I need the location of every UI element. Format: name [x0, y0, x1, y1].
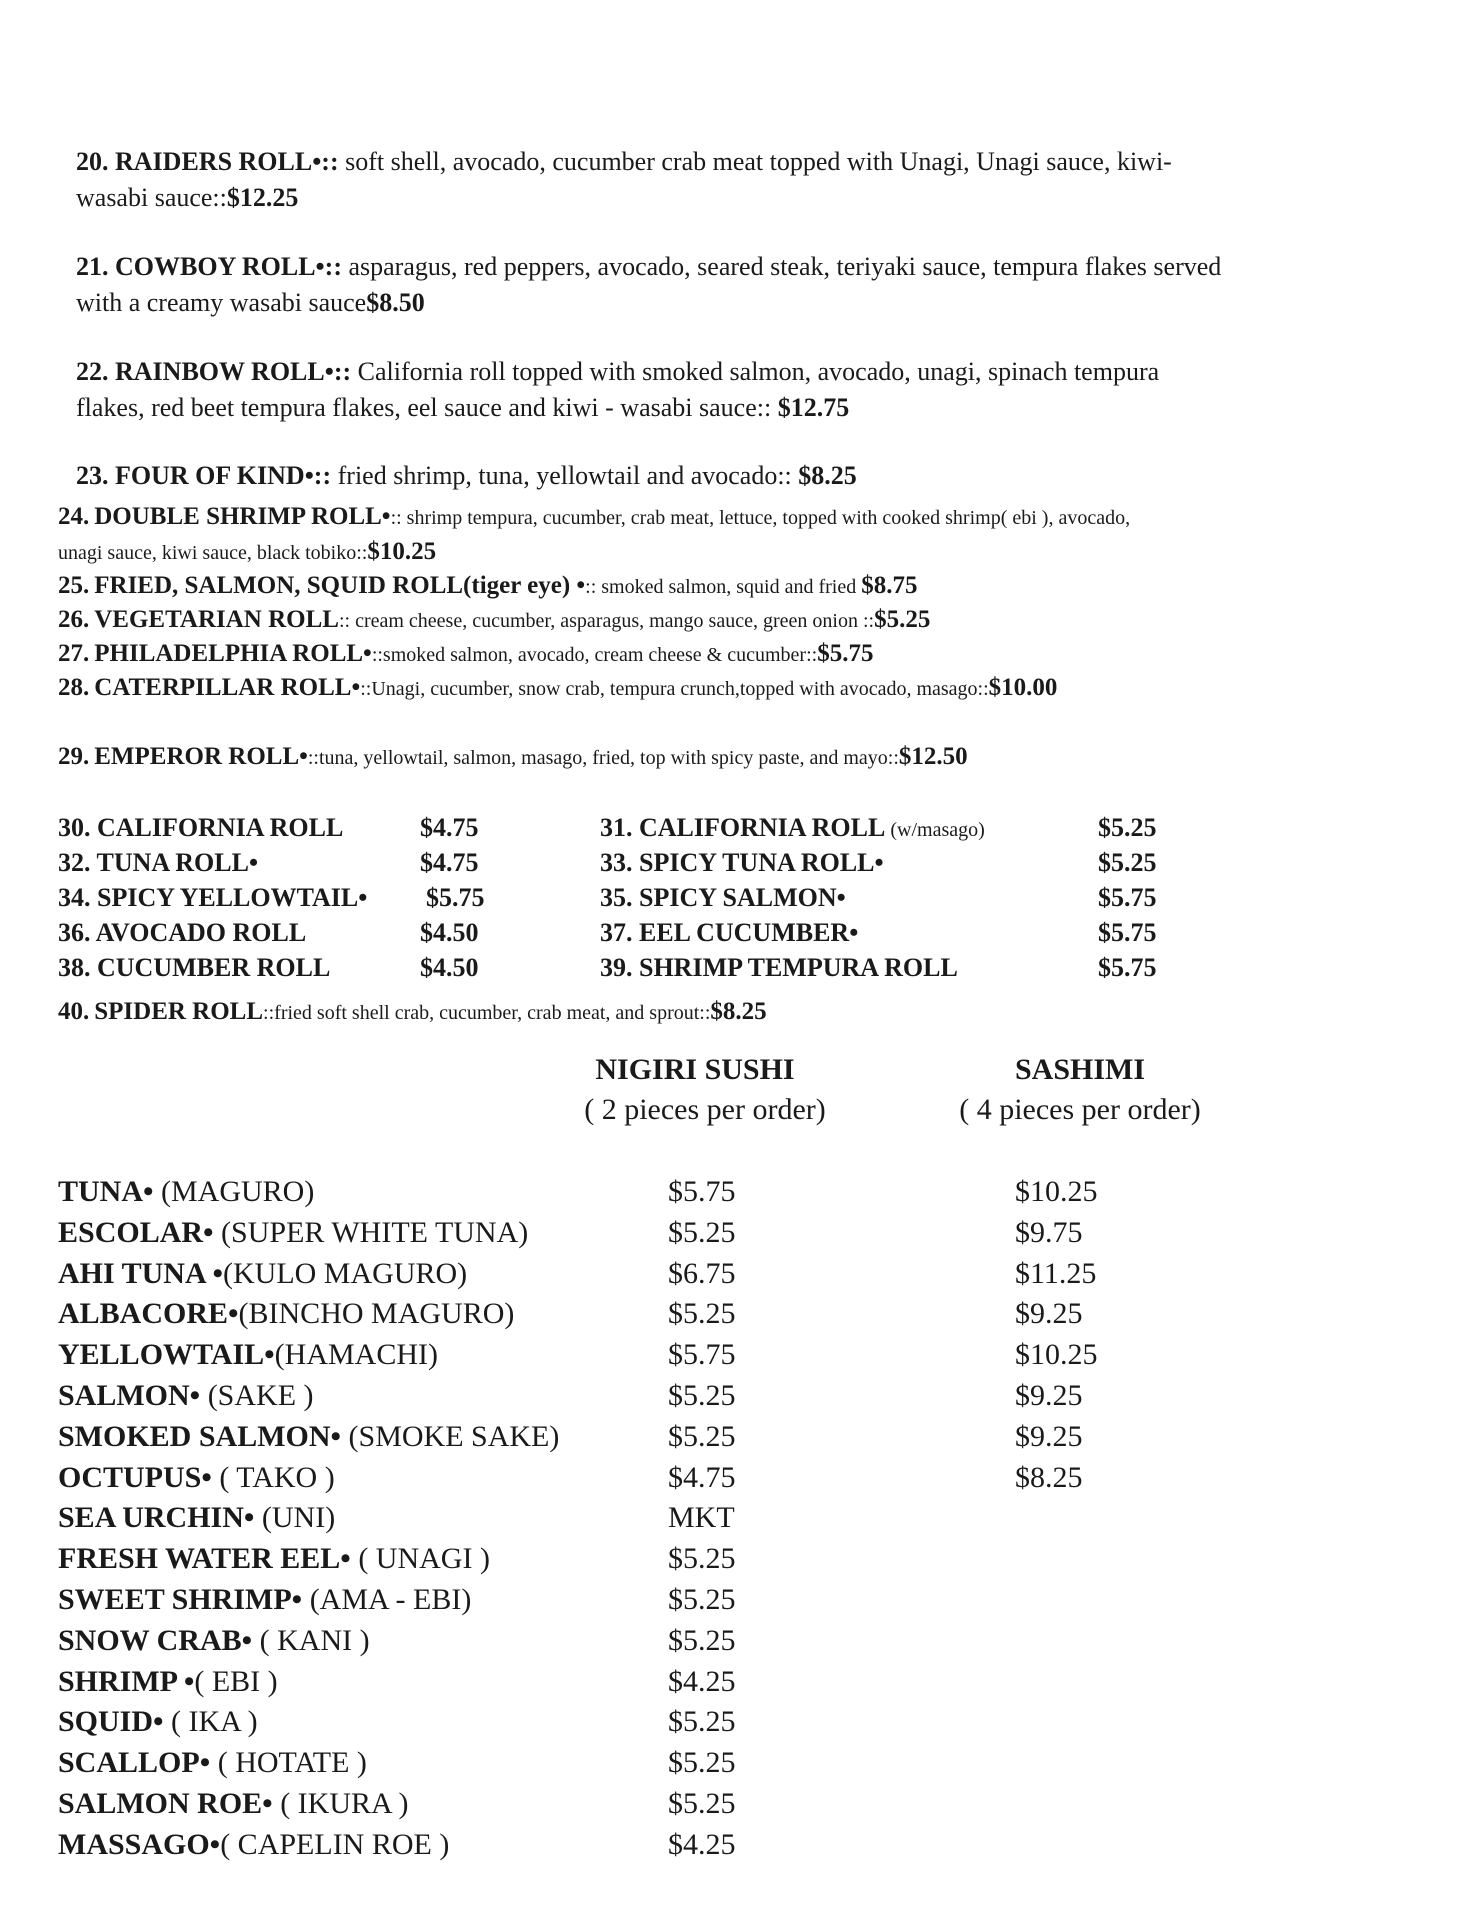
roll-price: $4.75: [420, 813, 479, 842]
nigiri-price: $4.25: [668, 1828, 736, 1861]
roll-price: $12.50: [898, 743, 968, 770]
roll-number: 31.: [600, 813, 633, 842]
fish-name: TUNA•: [58, 1175, 154, 1208]
fish-row: [58, 1335, 438, 1375]
roll-description: :: shrimp tempura, cucumber, crab meat, lettuce, topped with cooked shrimp( ebi ), avocado, unagi sauce, kiwi sauce, black tobiko::: [58, 507, 1131, 564]
fish-row: [58, 1417, 559, 1457]
fish-japanese-name: (HAMACHI): [274, 1338, 438, 1371]
roll-number: 40.: [58, 998, 90, 1025]
roll-name: CUCUMBER ROLL: [97, 953, 331, 982]
roll-number: 29.: [58, 743, 90, 770]
fish-japanese-name: ( IKA ): [163, 1705, 258, 1738]
roll-price: $5.75: [1098, 918, 1157, 947]
fish-name: SALMON•: [58, 1379, 201, 1412]
roll-price: $5.75: [817, 640, 874, 667]
roll-price: $5.25: [1098, 848, 1157, 877]
roll-price: $8.25: [798, 461, 857, 490]
roll-price: $5.75: [1098, 953, 1157, 982]
roll-price: $5.75: [1098, 883, 1157, 912]
fish-row: [58, 1539, 490, 1579]
roll-name: RAIDERS ROLL•::: [115, 147, 339, 176]
roll-item: [58, 671, 1168, 706]
fish-japanese-name: ( TAKO ): [211, 1461, 335, 1494]
roll-number: 20.: [76, 147, 109, 176]
sashimi-subheading: ( 4 pieces per order): [959, 1093, 1201, 1126]
fish-row: [58, 1294, 514, 1334]
sashimi-price: $9.25: [1015, 1297, 1083, 1330]
fish-row: [58, 1662, 278, 1702]
roll-name: VEGETARIAN ROLL: [94, 606, 339, 633]
nigiri-price: $5.25: [668, 1297, 736, 1330]
fish-row: [58, 1172, 314, 1212]
sashimi-price: $10.25: [1015, 1175, 1098, 1208]
roll-description: :: smoked salmon, squid and fried: [585, 576, 862, 598]
roll-name: EEL CUCUMBER•: [639, 918, 859, 947]
roll-number: 25.: [58, 572, 90, 599]
roll-number: 39.: [600, 953, 633, 982]
nigiri-price: $5.25: [668, 1542, 736, 1575]
roll-description: :: cream cheese, cucumber, asparagus, mango sauce, green onion ::: [338, 610, 875, 632]
fish-japanese-name: (AMA - EBI): [302, 1583, 472, 1616]
nigiri-subheading: ( 2 pieces per order): [584, 1093, 826, 1126]
roll-name: TUNA ROLL•: [96, 848, 259, 877]
roll-price: $8.25: [710, 998, 767, 1025]
roll-price: $10.00: [988, 674, 1058, 701]
roll-name: AVOCADO ROLL: [95, 918, 307, 947]
roll-name: EMPEROR ROLL•: [94, 743, 308, 770]
fish-name: SCALLOP•: [58, 1746, 211, 1779]
nigiri-price: $5.75: [668, 1338, 736, 1371]
roll-item: [58, 569, 1168, 604]
fish-row: [58, 1458, 335, 1498]
nigiri-price: $5.25: [668, 1583, 736, 1616]
sashimi-price: $10.25: [1015, 1338, 1098, 1371]
nigiri-heading: NIGIRI SUSHI: [595, 1053, 795, 1086]
roll-name: CATERPILLAR ROLL•: [94, 674, 361, 701]
roll-description: ::tuna, yellowtail, salmon, masago, fried, top with spicy paste, and mayo::: [307, 747, 899, 769]
roll-description: ::fried soft shell crab, cucumber, crab meat, and sprout::: [263, 1002, 711, 1024]
roll-number: 38.: [58, 953, 91, 982]
fish-row: [58, 1376, 314, 1416]
fish-row: [58, 1621, 370, 1661]
roll-price: $12.25: [226, 183, 299, 212]
roll-price: $5.25: [874, 606, 931, 633]
fish-japanese-name: ( HOTATE ): [210, 1746, 367, 1779]
roll-name: CALIFORNIA ROLL: [639, 813, 884, 842]
fish-row: [58, 1580, 471, 1620]
fish-name: ALBACORE•: [58, 1297, 239, 1330]
fish-japanese-name: ( EBI ): [194, 1665, 278, 1698]
roll-number: 36.: [58, 918, 91, 947]
roll-note: (w/masago): [890, 819, 985, 841]
roll-number: 34.: [58, 883, 91, 912]
roll-price: $4.75: [420, 848, 479, 877]
fish-japanese-name: ( IKURA ): [272, 1787, 409, 1820]
roll-price: $4.50: [420, 953, 479, 982]
fish-japanese-name: ( UNAGI ): [350, 1542, 490, 1575]
roll-name: FOUR OF KIND•::: [115, 461, 332, 490]
fish-japanese-name: (SMOKE SAKE): [341, 1420, 560, 1453]
roll-item: [76, 249, 1226, 321]
roll-price: $5.75: [426, 883, 485, 912]
roll-item: [58, 637, 1168, 672]
roll-item: [76, 458, 1226, 494]
nigiri-price: $5.75: [668, 1175, 736, 1208]
basic-roll-left: [58, 880, 367, 915]
roll-name: SPICY SALMON•: [639, 883, 846, 912]
fish-name: FRESH WATER EEL•: [58, 1542, 351, 1575]
nigiri-price: $4.25: [668, 1665, 736, 1698]
roll-number: 24.: [58, 503, 90, 530]
roll-item: [58, 995, 767, 1030]
roll-description: soft shell, avocado, cucumber crab meat topped with Unagi, Unagi sauce, kiwi-wasabi sauce::: [76, 147, 1172, 212]
sashimi-price: $9.25: [1015, 1420, 1083, 1453]
basic-roll-left: [58, 810, 343, 845]
roll-description: California roll topped with smoked salmon, avocado, unagi, spinach tempura flakes, red beet tempura flakes, eel sauce and kiwi - wasabi sauce::: [76, 357, 1160, 422]
roll-price: $10.25: [367, 538, 437, 565]
fish-row: [58, 1498, 335, 1538]
basic-roll-right: [600, 845, 884, 880]
sashimi-heading: SASHIMI: [1014, 1053, 1146, 1086]
roll-price: $8.75: [861, 572, 918, 599]
fish-name: AHI TUNA •: [58, 1257, 223, 1290]
basic-roll-right: [600, 950, 958, 985]
fish-row: [58, 1702, 258, 1742]
fish-name: SEA URCHIN•: [58, 1501, 255, 1534]
basic-roll-left: [58, 915, 306, 950]
roll-price: $8.50: [366, 288, 425, 317]
sashimi-price: $8.25: [1015, 1461, 1083, 1494]
roll-number: 37.: [600, 918, 633, 947]
nigiri-price: MKT: [668, 1501, 735, 1534]
fish-row: [58, 1213, 528, 1253]
basic-roll-right: [600, 880, 846, 915]
nigiri-price: $5.25: [668, 1420, 736, 1453]
fish-name: SNOW CRAB•: [58, 1624, 253, 1657]
fish-name: SMOKED SALMON•: [58, 1420, 342, 1453]
basic-roll-right: [600, 810, 985, 848]
fish-name: OCTUPUS•: [58, 1461, 212, 1494]
roll-number: 35.: [600, 883, 633, 912]
roll-description: asparagus, red peppers, avocado, seared steak, teriyaki sauce, tempura flakes served with a creamy wasabi sauce: [76, 252, 1222, 317]
fish-japanese-name: (BINCHO MAGURO): [238, 1297, 515, 1330]
nigiri-price: $6.75: [668, 1257, 736, 1290]
roll-item: [58, 500, 1168, 570]
roll-item: [58, 603, 1168, 638]
fish-row: [58, 1825, 449, 1865]
roll-price: $12.75: [777, 393, 850, 422]
fish-name: YELLOWTAIL•: [58, 1338, 275, 1371]
sashimi-price: $9.75: [1015, 1216, 1083, 1249]
roll-name: CALIFORNIA ROLL: [97, 813, 344, 842]
fish-japanese-name: ( CAPELIN ROE ): [220, 1828, 450, 1861]
nigiri-price: $5.25: [668, 1624, 736, 1657]
roll-number: 28.: [58, 674, 90, 701]
roll-name: SPICY TUNA ROLL•: [639, 848, 884, 877]
fish-name: SHRIMP •: [58, 1665, 195, 1698]
fish-row: [58, 1743, 367, 1783]
roll-name: COWBOY ROLL•::: [115, 252, 342, 281]
roll-name: SPICY YELLOWTAIL•: [97, 883, 368, 912]
sashimi-price: $9.25: [1015, 1379, 1083, 1412]
roll-number: 22.: [76, 357, 109, 386]
roll-name: SHRIMP TEMPURA ROLL: [639, 953, 958, 982]
roll-price: $4.50: [420, 918, 479, 947]
roll-number: 21.: [76, 252, 109, 281]
roll-number: 27.: [58, 640, 90, 667]
roll-description: ::Unagi, cucumber, snow crab, tempura crunch,topped with avocado, masago::: [360, 678, 989, 700]
roll-number: 33.: [600, 848, 633, 877]
nigiri-price: $5.25: [668, 1379, 736, 1412]
fish-name: ESCOLAR•: [58, 1216, 214, 1249]
roll-item: [76, 144, 1226, 216]
nigiri-price: $5.25: [668, 1787, 736, 1820]
basic-roll-left: [58, 845, 258, 880]
roll-name: RAINBOW ROLL•::: [115, 357, 352, 386]
roll-name: SPIDER ROLL: [94, 998, 264, 1025]
roll-name: DOUBLE SHRIMP ROLL•: [94, 503, 391, 530]
roll-description: ::smoked salmon, avocado, cream cheese & cucumber::: [371, 644, 818, 666]
nigiri-price: $5.25: [668, 1216, 736, 1249]
roll-name: FRIED, SALMON, SQUID ROLL(tiger eye) •: [94, 572, 586, 599]
roll-description: fried shrimp, tuna, yellowtail and avocado::: [337, 461, 792, 490]
fish-row: [58, 1254, 467, 1294]
nigiri-price: $5.25: [668, 1746, 736, 1779]
fish-name: SALMON ROE•: [58, 1787, 273, 1820]
roll-name: PHILADELPHIA ROLL•: [94, 640, 372, 667]
fish-japanese-name: (UNI): [254, 1501, 336, 1534]
roll-number: 26.: [58, 606, 90, 633]
roll-number: 23.: [76, 461, 109, 490]
fish-row: [58, 1784, 409, 1824]
roll-price: $5.25: [1098, 813, 1157, 842]
fish-name: MASSAGO•: [58, 1828, 221, 1861]
fish-japanese-name: (SAKE ): [200, 1379, 314, 1412]
fish-japanese-name: (KULO MAGURO): [223, 1257, 468, 1290]
fish-name: SWEET SHRIMP•: [58, 1583, 303, 1616]
basic-roll-left: [58, 950, 330, 985]
sashimi-price: $11.25: [1015, 1257, 1097, 1290]
nigiri-price: $4.75: [668, 1461, 736, 1494]
roll-number: 32.: [58, 848, 91, 877]
roll-number: 30.: [58, 813, 91, 842]
fish-japanese-name: (SUPER WHITE TUNA): [213, 1216, 529, 1249]
basic-roll-right: [600, 915, 858, 950]
fish-name: SQUID•: [58, 1705, 164, 1738]
nigiri-price: $5.25: [668, 1705, 736, 1738]
fish-japanese-name: ( KANI ): [252, 1624, 370, 1657]
roll-item: [76, 354, 1226, 426]
fish-japanese-name: (MAGURO): [153, 1175, 315, 1208]
roll-item: [58, 740, 1168, 775]
